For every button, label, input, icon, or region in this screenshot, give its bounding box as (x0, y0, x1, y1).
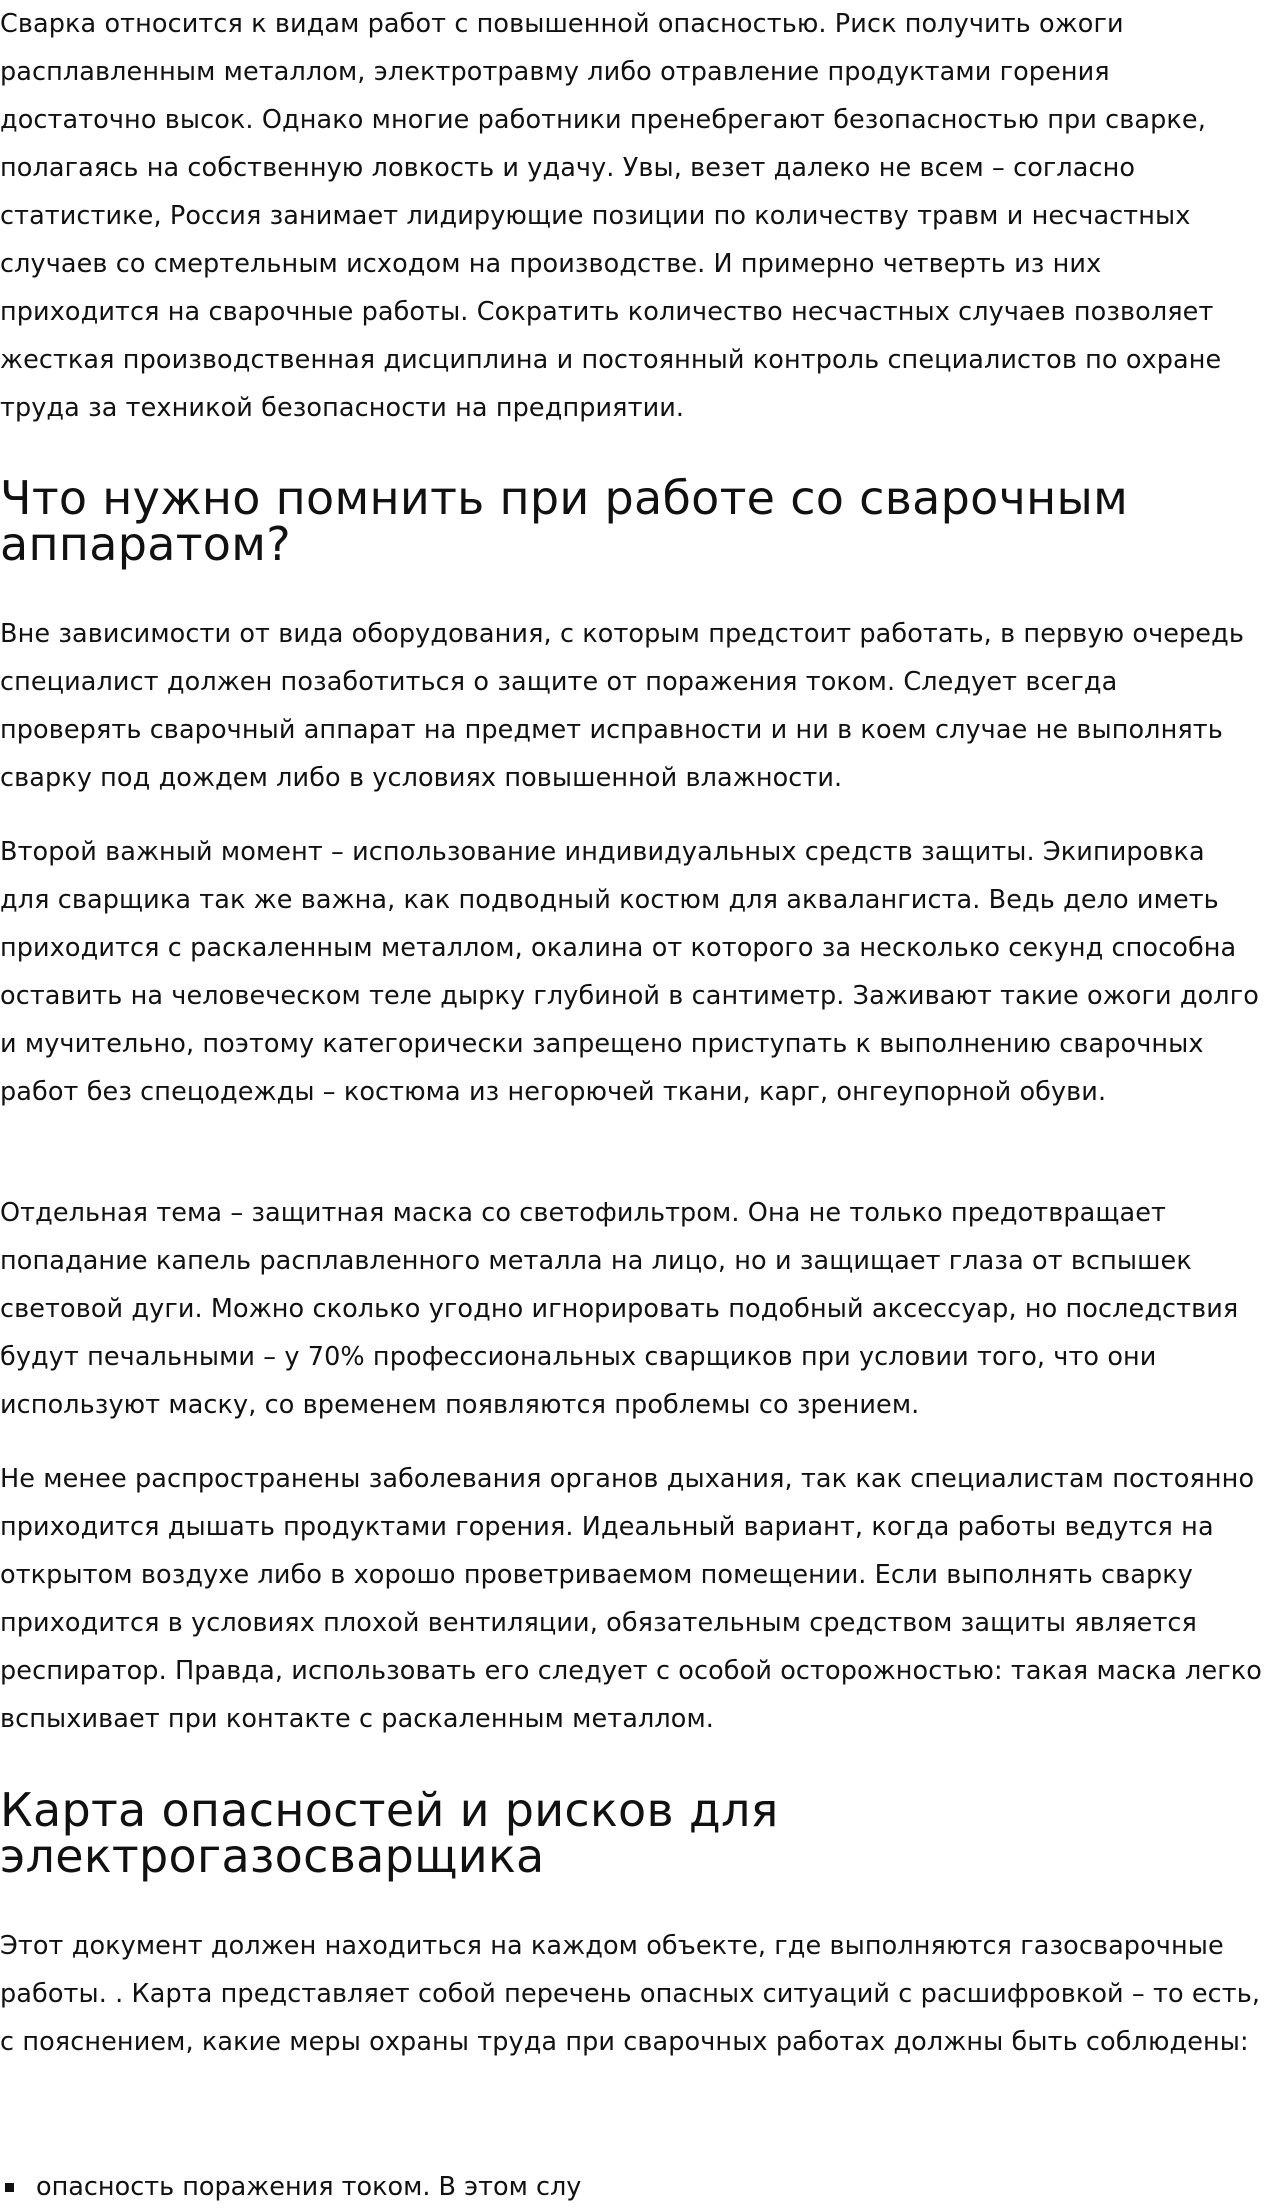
section-heading-welding-safety: Что нужно помнить при работе со сварочным аппаратом? (0, 471, 1129, 571)
paragraph-protective-equipment: Второй важный момент – использование индивидуальных средств защиты. Экипировка для сварщика так же важна, как подводный костюм для аквалангиста. Ведь дело иметь приходится с раскаленным металлом, окалина от которого за несколько секунд способна оставить на человеческом теле дырку глубиной в сантиметр. Заживают такие ожоги долго и мучительно, поэтому категорически запрещено приступать к выполнению сварочных работ без спецодежды – костюма из негорючей ткани, карг, онгеупорной обуви. (0, 837, 1259, 1107)
risk-list (0, 2164, 1262, 2210)
list-item-text: опасность поражения током. В этом слу (36, 2172, 582, 2202)
paragraph-respiratory: Не менее распространены заболевания органов дыхания, так как специалистам постоянно приходится дышать продуктами горения. Идеальный вариант, когда работы ведутся на открытом воздухе либо в хорошо проветриваемом помещении. Если выполнять сварку приходится в условиях плохой вентиляции, обязательным средством защиты является респиратор. Правда, использовать его следует с особой осторожностью: такая маска легко вспыхивает при контакте с раскаленным металлом. (0, 1464, 1262, 1734)
intro-paragraph: Сварка относится к видам работ с повышенной опасностью. Риск получить ожоги расплавленным металлом, электротравму либо отравление продуктами горения достаточно высок. Однако многие работники пренебрегают безопасностью при сварке, полагаясь на собственную ловкость и удачу. Увы, везет далеко не всем – согласно статистике, Россия занимает лидирующие позиции по количеству травм и несчастных случаев со смертельным исходом на производстве. И примерно четверть из них приходится на сварочные работы. Сократить количество несчастных случаев позволяет жесткая производственная дисциплина и постоянный контроль специалистов по охране труда за техникой безопасности на предприятии. (0, 9, 1222, 423)
list-item (0, 2164, 1262, 2210)
paragraph-risk-map: Этот документ должен находиться на каждом объекте, где выполняются газосварочные работы. . Карта представляет собой перечень опасных ситуаций с расшифровкой – то есть, с пояснением, какие меры охраны труда при сварочных работах должны быть соблюдены: (0, 1931, 1261, 2057)
section-heading-risk-map: Карта опасностей и рисков для электрогазосварщика (0, 1783, 779, 1883)
square-bullet-icon (5, 2183, 14, 2192)
paragraph-protective-mask: Отдельная тема – защитная маска со светофильтром. Она не только предотвращает попадание капель расплавленного металла на лицо, но и защищает глаза от вспышек световой дуги. Можно сколько угодно игнорировать подобный аксессуар, но последствия будут печальными – у 70% профессиональных сварщиков при условии того, что они используют маску, со временем появляются проблемы со зрением. (0, 1198, 1239, 1420)
paragraph-electric-shock: Вне зависимости от вида оборудования, с которым предстоит работать, в первую очередь специалист должен позаботиться о защите от поражения током. Следует всегда проверять сварочный аппарат на предмет исправности и ни в коем случае не выполнять сварку под дождем либо в условиях повышенной влажности. (0, 619, 1244, 793)
